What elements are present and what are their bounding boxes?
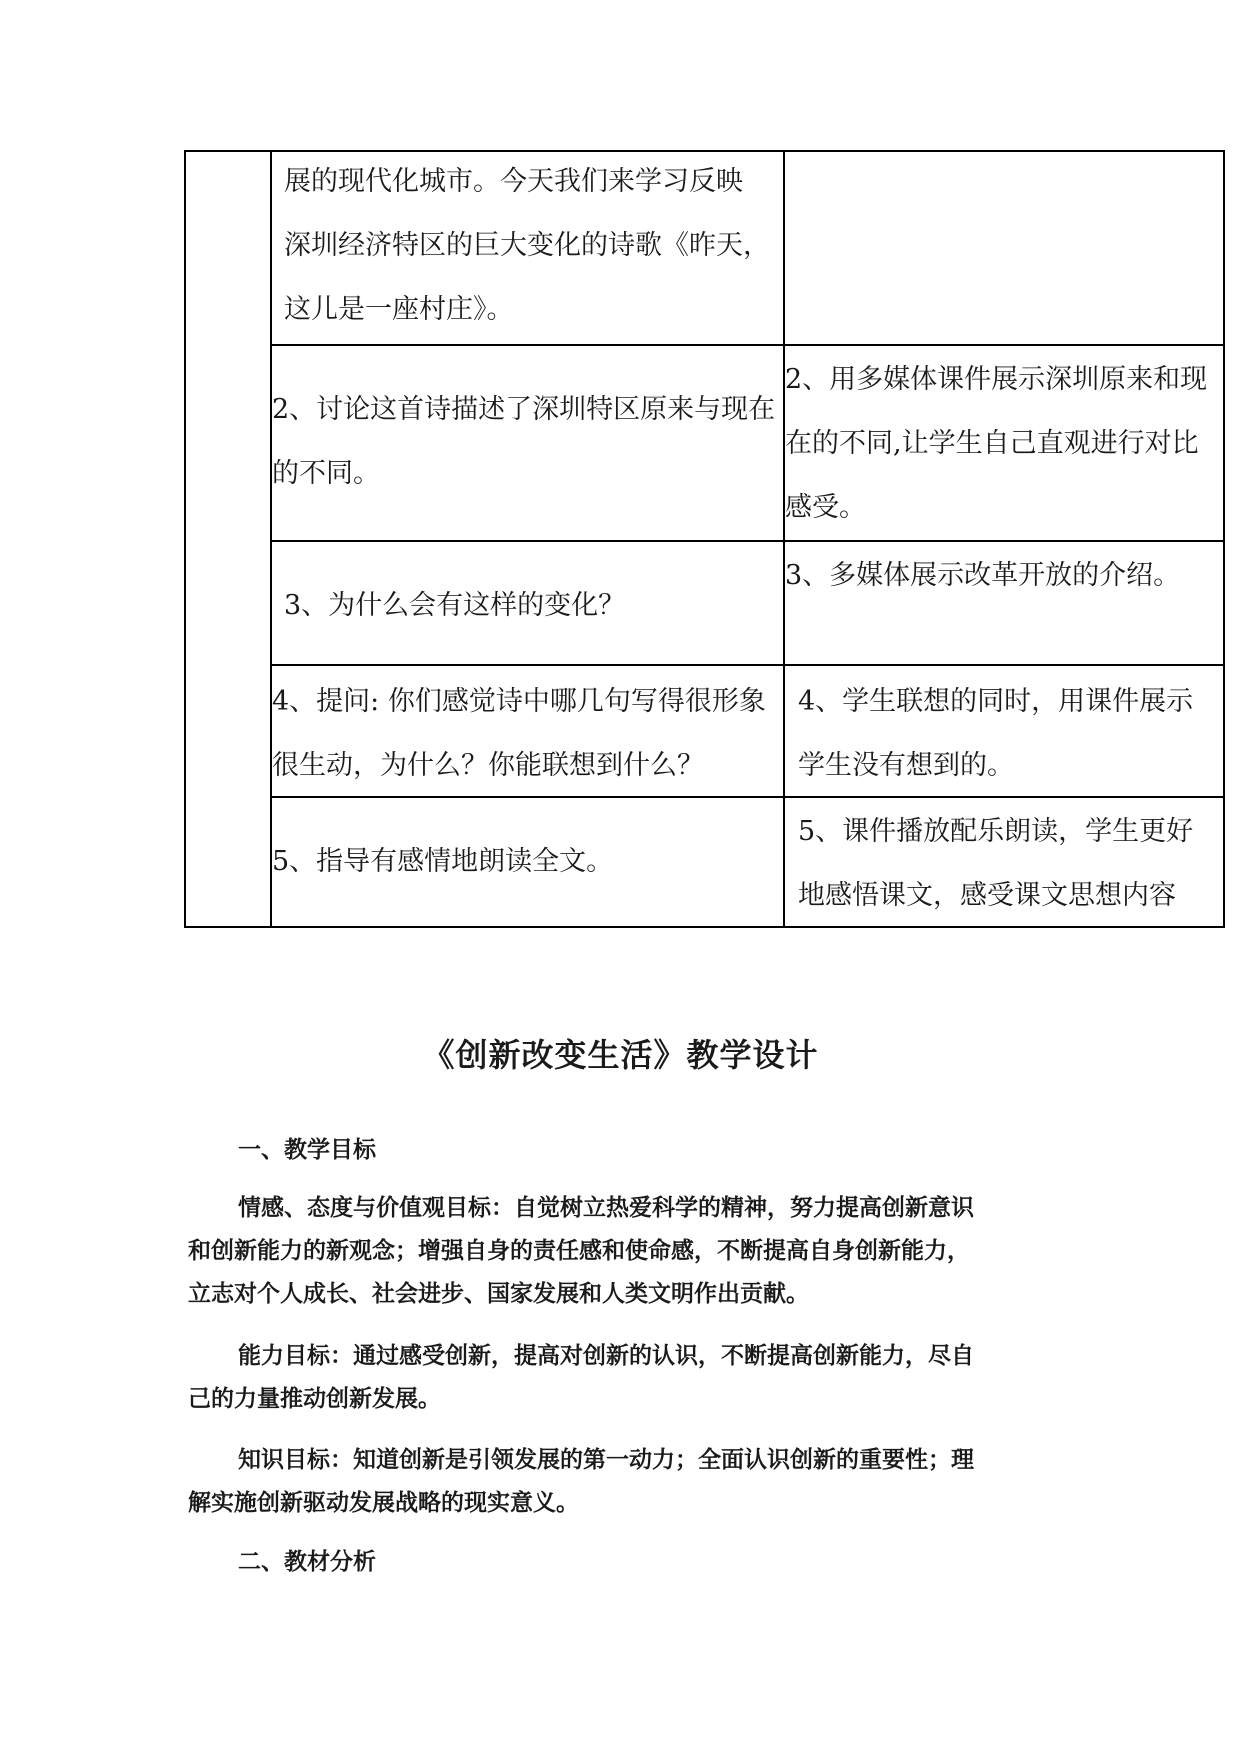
table-cell-left [272, 378, 782, 506]
cell-line: 在的不同,让学生自己直观进行对比 [785, 428, 1199, 459]
table-cell-left [284, 574, 780, 638]
paragraph-line: 立志对个人成长、社会进步、国家发展和人类文明作出贡献。 [188, 1280, 809, 1307]
cell-line: 很生动，为什么？你能联想到什么？ [272, 750, 704, 781]
cell-line: 2、用多媒体课件展示深圳原来和现 [785, 364, 1208, 395]
cell-line: 展的现代化城市。今天我们来学习反映 [284, 166, 743, 197]
cell-line: 4、学生联想的同时，用课件展示 [798, 686, 1194, 717]
table-row-divider [270, 344, 1225, 346]
cell-line: 深圳经济特区的巨大变化的诗歌《昨天， [284, 230, 770, 261]
cell-line: 学生没有想到的。 [798, 750, 1014, 781]
paragraph-line: 能力目标：通过感受创新，提高对创新的认识，不断提高创新能力，尽自 [238, 1342, 974, 1369]
paragraph-knowledge-goal [188, 1438, 1048, 1524]
paragraph-line: 己的力量推动创新发展。 [188, 1385, 441, 1412]
cell-line: 感受。 [785, 492, 866, 523]
lesson-table [184, 150, 1225, 928]
document-title: 《创新改变生活》教学设计 [422, 1036, 819, 1074]
table-cell-left [284, 150, 780, 342]
paragraph-ability-goal [188, 1334, 1048, 1420]
cell-line: 的不同。 [272, 458, 380, 489]
paragraph-line: 知识目标：知道创新是引领发展的第一动力；全面认识创新的重要性；理 [238, 1446, 974, 1473]
cell-line: 5、指导有感情地朗读全文。 [272, 846, 614, 877]
table-cell-left [272, 670, 782, 798]
table-cell-right [785, 544, 1222, 608]
table-cell-right [798, 670, 1222, 798]
table-border-left [184, 150, 186, 928]
table-row-divider [270, 540, 1225, 542]
paragraph-emotion-goal [188, 1186, 1048, 1315]
table-cell-right [798, 800, 1222, 928]
section-heading [238, 1128, 1098, 1171]
cell-line: 地感悟课文，感受课文思想内容 [798, 880, 1176, 911]
cell-line: 这儿是一座村庄》。 [284, 294, 514, 325]
cell-line: 5、课件播放配乐朗读，学生更好 [798, 816, 1194, 847]
table-border-right [1223, 150, 1225, 928]
table-row-divider [270, 664, 1225, 666]
cell-line: 4、提问: 你们感觉诗中哪几句写得很形象 [272, 686, 766, 717]
cell-line: 3、多媒体展示改革开放的介绍。 [785, 560, 1181, 591]
section-heading [238, 1540, 1098, 1583]
paragraph-line: 情感、态度与价值观目标：自觉树立热爱科学的精神，努力提高创新意识 [238, 1194, 974, 1221]
table-col-divider [270, 150, 272, 928]
paragraph-line: 解实施创新驱动发展战略的现实意义。 [188, 1489, 579, 1516]
paragraph-line: 和创新能力的新观念；增强自身的责任感和使命感，不断提高自身创新能力， [188, 1237, 970, 1264]
heading-text: 一、教学目标 [238, 1136, 376, 1163]
table-cell-right [785, 348, 1222, 540]
table-cell-left [272, 830, 782, 894]
heading-text: 二、教材分析 [238, 1548, 376, 1575]
cell-line: 3、为什么会有这样的变化？ [284, 590, 626, 621]
cell-line: 2、讨论这首诗描述了深圳特区原来与现在 [272, 394, 776, 425]
